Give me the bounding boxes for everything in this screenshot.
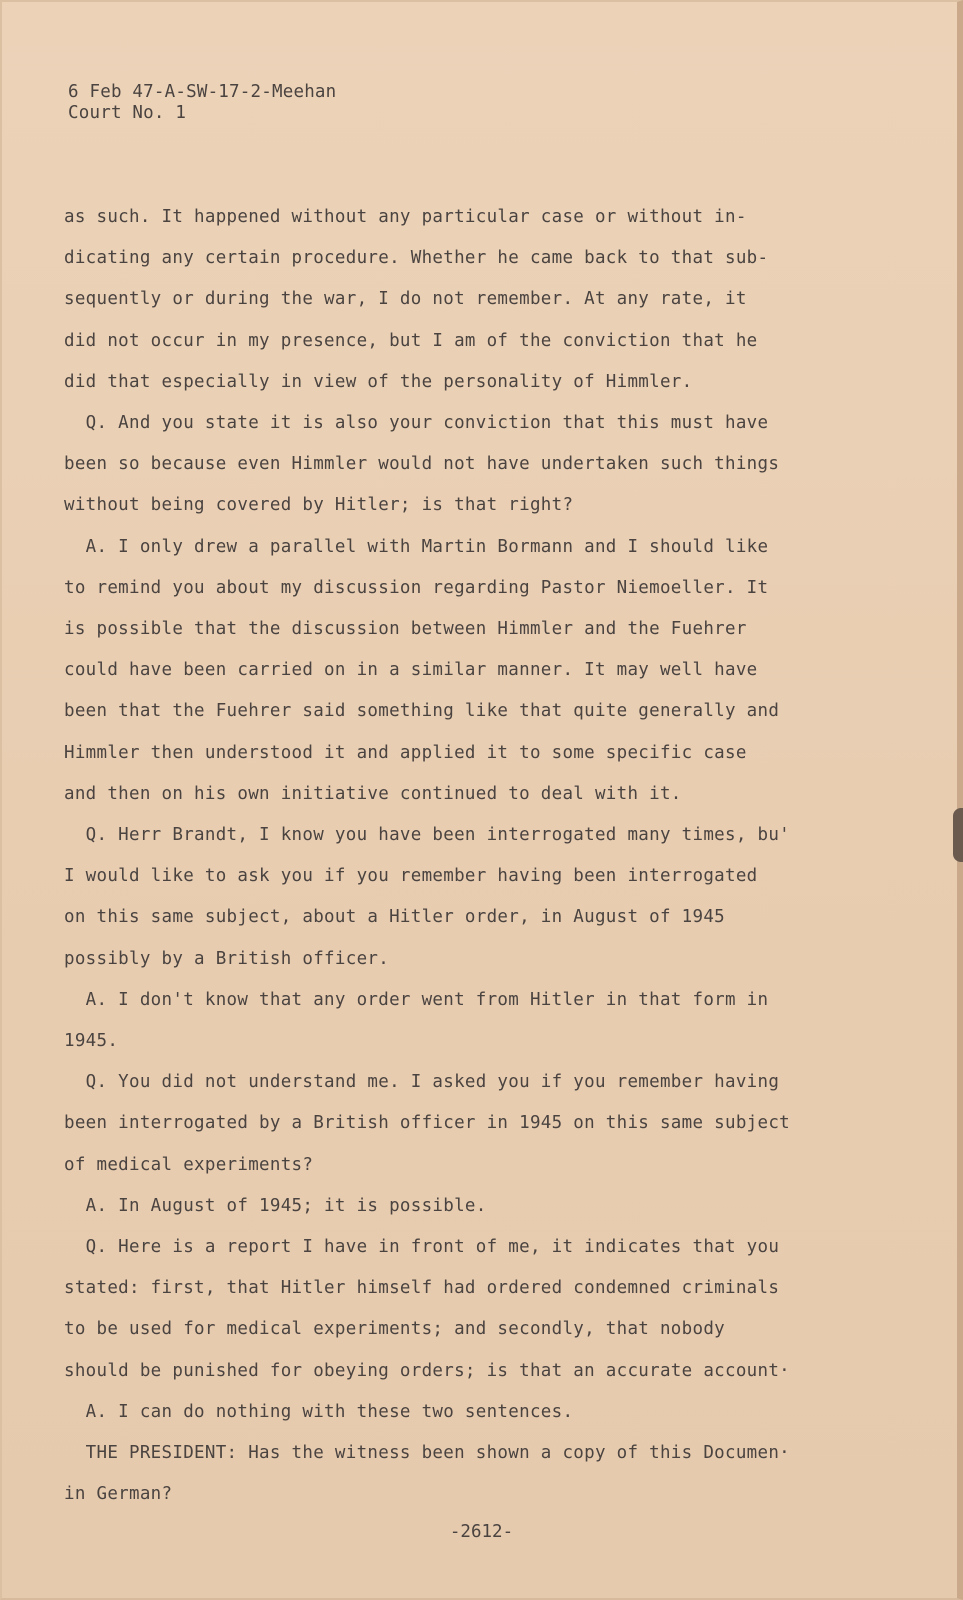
header-reference: 6 Feb 47-A-SW-17-2-Meehan — [68, 82, 337, 102]
text-line: Q. Here is a report I have in front of me, it indicates that you — [64, 1237, 780, 1258]
text-line: as such. It happened without any particular case or without in- — [64, 207, 747, 227]
text-line: and then on his own initiative continued to deal with it. — [64, 783, 682, 804]
text-line: did not occur in my presence, but I am of the conviction that he — [64, 330, 758, 351]
text-line: Himmler then understood it and applied it to some specific case — [64, 742, 747, 763]
text-line: Q. Herr Brandt, I know you have been interrogated many times, bu' — [64, 825, 791, 846]
text-line: A. I only drew a parallel with Martin Bormann and I should like — [64, 536, 769, 557]
text-line: been interrogated by a British officer in 1945 on this same subject — [64, 1113, 791, 1134]
text-line: A. In August of 1945; it is possible. — [64, 1195, 487, 1216]
text-line: is possible that the discussion between Himmler and the Fuehrer — [64, 619, 747, 640]
text-line: possibly by a British officer. — [64, 948, 390, 969]
text-line: Q. And you state it is also your conviction that this must have — [64, 413, 769, 434]
text-line: 1945. — [64, 1031, 119, 1052]
text-line: of medical experiments? — [64, 1154, 314, 1175]
text-line: to be used for medical experiments; and secondly, that nobody — [64, 1319, 725, 1340]
text-line: to remind you about my discussion regarding Pastor Niemoeller. It — [64, 577, 769, 598]
binding-notch — [953, 808, 963, 862]
text-line: did that especially in view of the personality of Himmler. — [64, 371, 693, 392]
text-line: been so because even Himmler would not have undertaken such things — [64, 454, 780, 475]
text-line: could have been carried on in a similar manner. It may well have — [64, 660, 758, 681]
text-line: in German? — [64, 1484, 173, 1505]
text-line: been that the Fuehrer said something like that quite generally and — [64, 701, 780, 722]
text-line: should be punished for obeying orders; is that an accurate account· — [64, 1360, 791, 1381]
document-header — [68, 82, 336, 124]
text-line: sequently or during the war, I do not remember. At any rate, it — [64, 289, 747, 310]
transcript-body — [64, 197, 904, 1516]
text-line: dicating any certain procedure. Whether he came back to that sub- — [64, 248, 769, 269]
text-line: stated: first, that Hitler himself had ordered condemned criminals — [64, 1278, 780, 1299]
text-line: A. I don't know that any order went from Hitler in that form in — [64, 989, 769, 1010]
text-line: A. I can do nothing with these two sentences. — [64, 1401, 574, 1422]
text-line: on this same subject, about a Hitler order, in August of 1945 — [64, 907, 725, 928]
header-court: Court No. 1 — [68, 103, 187, 123]
text-line: THE PRESIDENT: Has the witness been shown a copy of this Documen· — [64, 1443, 791, 1464]
text-line: I would like to ask you if you remember having been interrogated — [64, 866, 758, 887]
page-number: -2612- — [449, 1522, 514, 1542]
text-line: without being covered by Hitler; is that right? — [64, 495, 574, 516]
text-line: Q. You did not understand me. I asked you if you remember having — [64, 1072, 780, 1093]
